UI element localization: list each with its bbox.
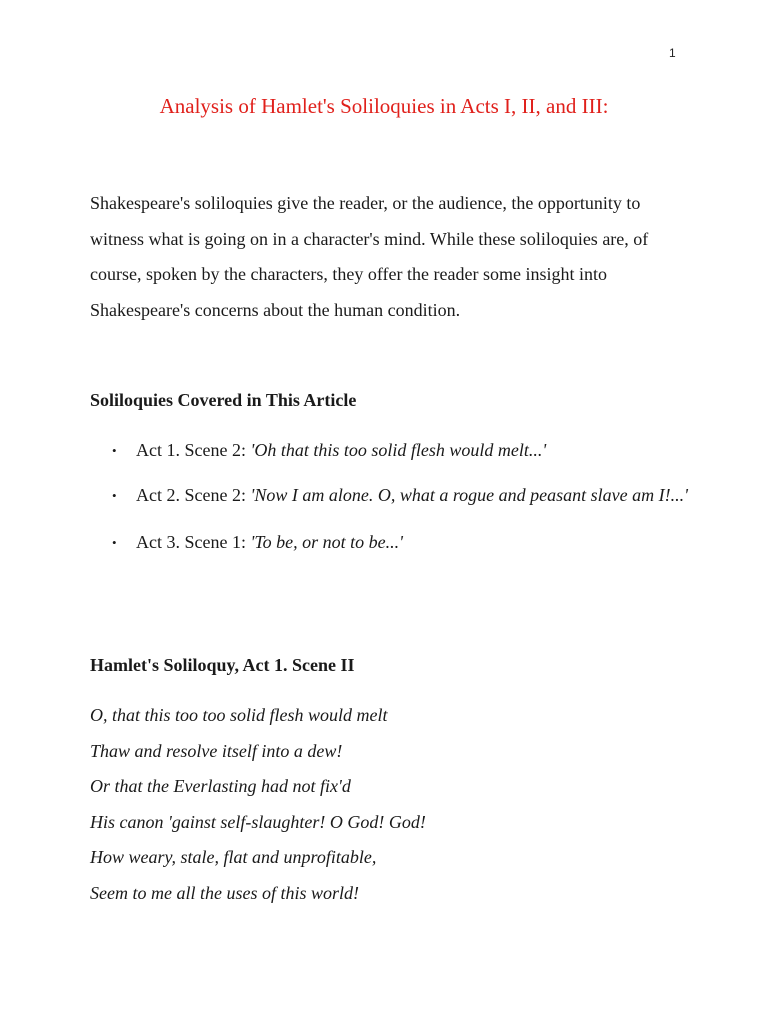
verse-line: Or that the Everlasting had not fix'd [90,776,351,797]
list-item-prefix: Act 3. Scene 1: [136,532,251,552]
list-item-prefix: Act 1. Scene 2: [136,440,251,460]
verse-line: O, that this too too solid flesh would melt [90,705,388,725]
verse-line: Thaw and resolve itself into a dew! [90,740,343,761]
bullet-icon: • [112,488,117,503]
list-item [90,434,690,467]
list-item-quote: 'Oh that this too solid flesh would melt...' [250,440,547,460]
intro-paragraph: Shakespeare's soliloquies give the reader, or the audience, the opportunity to witness what is going on in a character's mind. While these soliloquies are, of course, spoken by the characters, they offer the reader some insight into Shakespeare's concerns about the human condition. [90,193,649,320]
verse-line: Seem to me all the uses of this world! [90,882,359,903]
page-number: 1 [669,46,676,60]
document-title: Analysis of Hamlet's Soliloquies in Acts I, II, and III: [159,94,609,118]
soliloquies-list [90,434,690,571]
list-item [90,526,690,559]
list-item [90,479,690,512]
bullet-icon: • [112,535,117,550]
list-item-quote: 'To be, or not to be...' [250,532,404,552]
hamlet-soliloquy-heading: Hamlet's Soliloquy, Act 1. Scene II [90,655,355,675]
list-item-prefix: Act 2. Scene 2: [136,485,251,505]
verse-line: How weary, stale, flat and unprofitable, [90,847,377,868]
bullet-icon: • [112,443,117,458]
verse-line: His canon 'gainst self-slaughter! O God! God! [90,811,426,832]
list-item-quote: 'Now I am alone. O, what a rogue and peasant slave am I!...' [250,485,688,505]
soliloquy-verse [90,698,690,912]
soliloquies-heading: Soliloquies Covered in This Article [90,390,357,410]
